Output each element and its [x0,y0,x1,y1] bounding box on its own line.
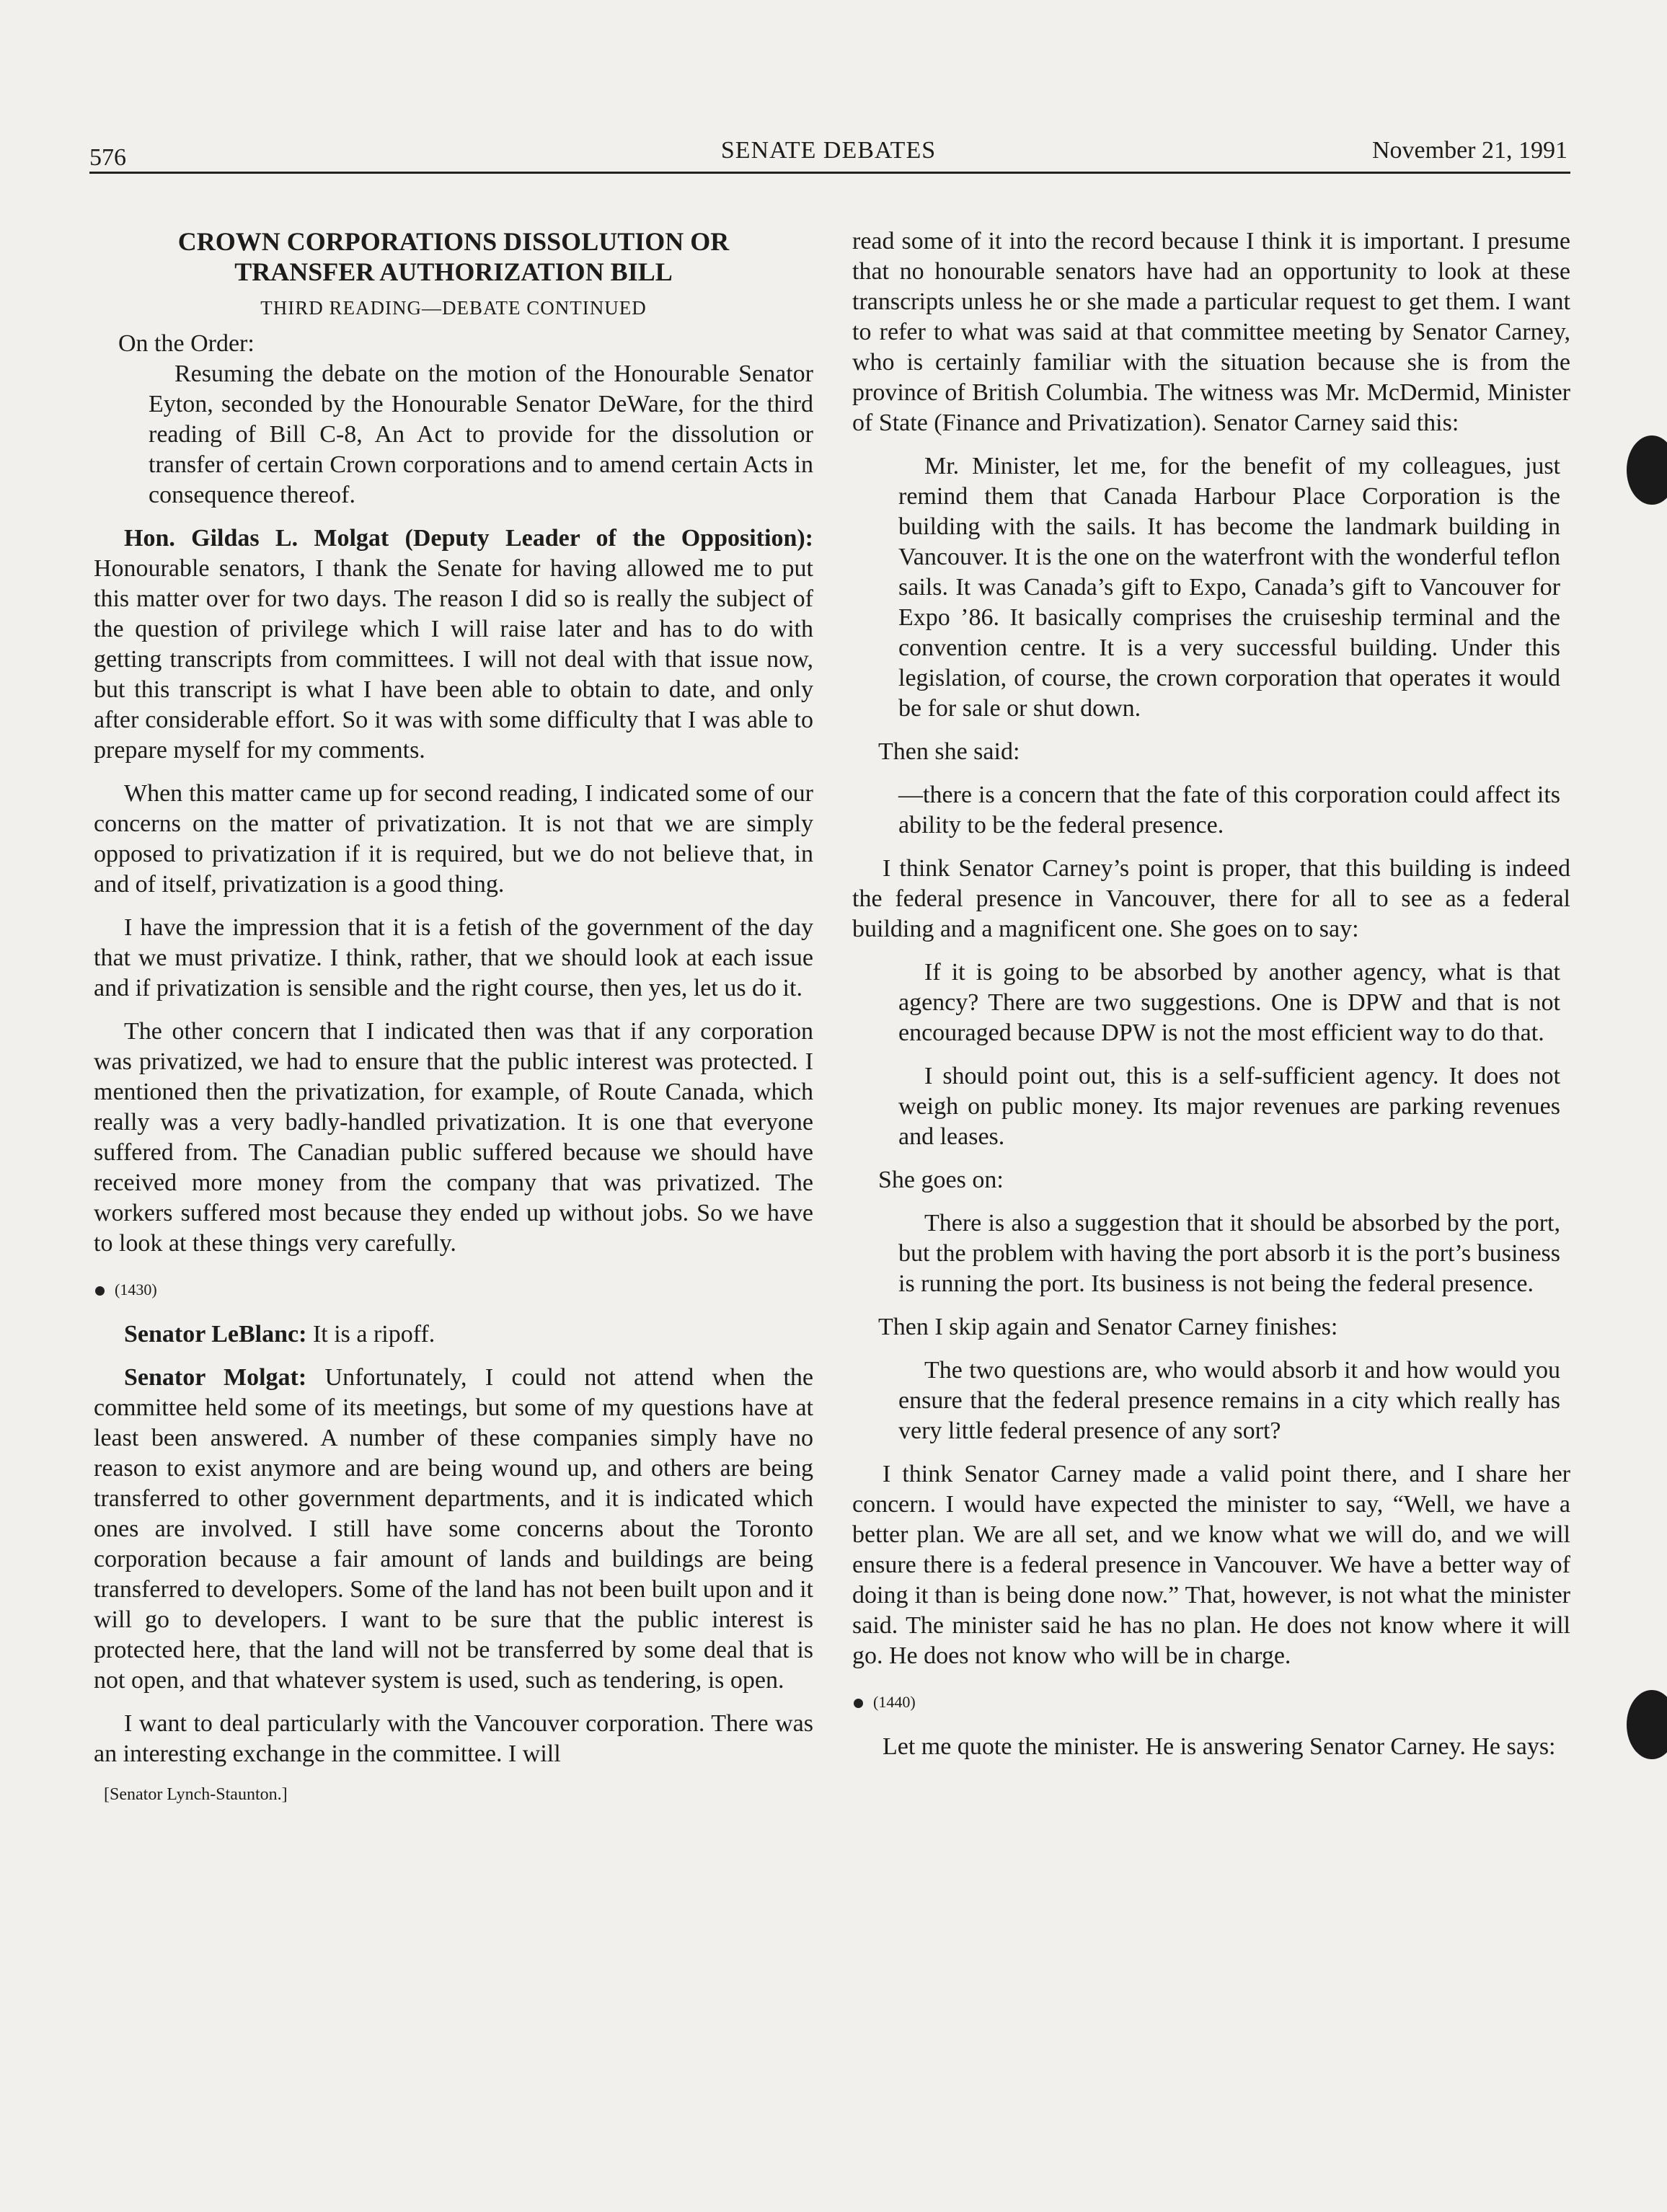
binder-hole-icon [1627,1690,1667,1759]
speech-paragraph: I want to deal particularly with the Vancouver corporation. There was an interesting exchange in the committee. I will [94,1710,813,1767]
speech-paragraph [94,1363,813,1696]
section-subheading: THIRD READING—DEBATE CONTINUED [260,297,647,319]
bullet-icon [95,1286,105,1296]
block-quote: —there is a concern that the fate of this corporation could affect its ability to be the federal presence. [898,782,1560,839]
binder-hole-icon [1627,435,1667,505]
section-heading-line2: TRANSFER AUTHORIZATION BILL [234,257,673,286]
bullet-icon [854,1699,863,1708]
motion-text: Resuming the debate on the motion of the Honourable Senator Eyton, seconded by the Honourable Senator DeWare, for the third reading of Bill C-8, An Act to provide for the dissolution or transfer of certain Crown corporations and to amend certain Acts in consequence thereof. [149,360,813,508]
running-header [89,137,1567,169]
speech-paragraph [94,1319,813,1350]
speech-paragraph: Let me quote the minister. He is answering Senator Carney. He says: [883,1733,1556,1760]
paragraph-text: Unfortunately, I could not attend when the committee held some of its meetings, but some of my questions have at least been answered. A number of these companies simply have no reason to exist anymore and are being wound up, and others are being transferred to other government departments, and it is indicated which ones are involved. I still have some concerns about the Toronto corporation because a fair amount of lands and buildings are being transferred to developers. Some of the land has not been built upon and it will go to developers. I want to be sure that the public interest is protected here, that the land will not be transferred by some deal that is not open, and that whatever system is used, such as tendering, is open. [94,1364,814,1694]
speech-paragraph: When this matter came up for second reading, I indicated some of our concerns on the matter of privatization. It is not that we are simply opposed to privatization if it is required, but we do not believe that, in and of itself, privatization is a good thing. [94,780,813,898]
block-quote: Mr. Minister, let me, for the benefit of my colleagues, just remind them that Canada Harbour Place Corporation is the building with the sails. It has become the landmark building in Vancouver. It is the one on the waterfront with the wonderful teflon sails. It was Canada’s gift to Expo, Canada’s gift to Vancouver for Expo ’86. It basically comprises the cruiseship terminal and the convention centre. It is a very successful building. Under this legislation, of course, the crown corporation that operates it would be for sale or shut down. [898,453,1560,722]
speaker-name: Hon. Gildas L. Molgat (Deputy Leader of the Opposition): [124,525,813,552]
lead-in-line: Then I skip again and Senator Carney finishes: [878,1314,1338,1340]
page-footnote: [Senator Lynch-Staunton.] [104,1785,288,1804]
lead-in-line: She goes on: [878,1167,1004,1193]
speaker-name: Senator Molgat: [124,1364,307,1391]
speech-paragraph: The other concern that I indicated then was that if any corporation was privatized, we had to ensure that the public interest was protected. I mentioned then the privatization, for example, of Route Canada, which really was a very badly-handled privatization. It is one that everyone suffered from. The Canadian public suffered because we should have received more money from the company that was privatized. The workers suffered most because they ended up without jobs. So we have to look at these things very carefully. [94,1018,813,1257]
time-marker [94,1275,813,1305]
block-quote: The two questions are, who would absorb it and how would you ensure that the federal presence remains in a city which really has very little federal presence of any sort? [898,1357,1560,1444]
publication-date: November 21, 1991 [1371,137,1567,164]
paragraph-text: It is a ripoff. [312,1321,435,1348]
speech-paragraph: I think Senator Carney’s point is proper, that this building is indeed the federal presence in Vancouver, there for all to see as a federal building and a magnificent one. She goes on to say: [852,855,1570,942]
block-quote: If it is going to be absorbed by another agency, what is that agency? There are two suggestions. One is DPW and that is not encouraged because DPW is not the most efficient way to do that. [898,959,1560,1046]
speech-paragraph: I think Senator Carney made a valid point there, and I share her concern. I would have expected the minister to say, “Well, we have a better plan. We are all set, and we know what we will do, and we will ensure there is a federal presence in Vancouver. We have a better way of doing it than is being done now.” That, however, is not what the minister said. The minister said he has no plan. He does not know where it will go. He does not know who will be in charge. [852,1461,1570,1669]
page-number: 576 [89,144,126,171]
time-marker-text: (1430) [115,1280,157,1299]
time-marker [852,1687,1570,1717]
section-heading-line1: CROWN CORPORATIONS DISSOLUTION OR [177,227,730,256]
speech-paragraph [94,523,813,766]
speech-paragraph: read some of it into the record because I think it is important. I presume that no honourable senators have had an opportunity to look at these transcripts unless he or she made a particular request to get them. I want to refer to what was said at that committee meeting by Senator Carney, who is certainly familiar with the situation because she is from the province of British Columbia. The witness was Mr. McDermid, Minister of State (Finance and Privatization). Senator Carney said this: [852,228,1570,436]
order-label: On the Order: [118,330,255,357]
time-marker-text: (1440) [873,1693,916,1711]
paragraph-text: Honourable senators, I thank the Senate for having allowed me to put this matter over for two days. The reason I did so is really the subject of the question of privilege which I will raise later and has to do with getting transcripts from committees. I will not deal with that issue now, but this transcript is what I have been able to obtain to date, and only after considerable effort. So it was with some difficulty that I was able to prepare myself for my comments. [94,555,813,764]
speaker-name: Senator LeBlanc: [124,1321,307,1348]
speech-paragraph: I have the impression that it is a fetish of the government of the day that we must privatize. I think, rather, that we should look at each issue and if privatization is sensible and the right course, then yes, let us do it. [94,914,813,1001]
publication-title: SENATE DEBATES [720,137,937,164]
lead-in-line: Then she said: [878,738,1020,765]
block-quote: There is also a suggestion that it should be absorbed by the port, but the problem with having the port absorb it is the port’s business is running the port. Its business is not being the federal presence. [898,1210,1560,1297]
right-column [852,226,1570,1762]
block-quote: I should point out, this is a self-sufficient agency. It does not weigh on public money. Its major revenues are parking revenues and leases. [898,1063,1560,1150]
header-rule [89,172,1570,174]
left-column [94,226,813,1810]
